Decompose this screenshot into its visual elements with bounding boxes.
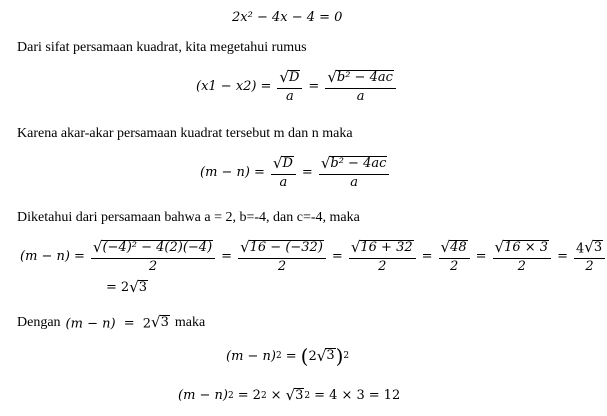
formula-2-den-2: a (350, 174, 358, 190)
calc-term-2-num: 16 − (−32) (249, 240, 323, 255)
text-line-4-suffix: maka (174, 315, 206, 331)
formula-2-frac-1: √ D a (271, 156, 296, 190)
calc-term-6-den: 2 (585, 258, 594, 274)
calc-term-4-den: 2 (449, 258, 459, 274)
final-base: 2 (252, 388, 261, 404)
square-root: 3 (326, 348, 335, 364)
formula-1-lhs: (x1 − x2) (196, 79, 257, 95)
calc-term-1-num: (−4)² − 4(2)(−4) (102, 240, 213, 255)
text-line-4-prefix: Dengan (17, 315, 61, 331)
formula-2-den-1: a (279, 174, 288, 190)
final-root: 3 (295, 388, 304, 403)
final-eq3: = (368, 388, 380, 404)
final-equation: (m − n) 2 = 2 2 × √ 3 2 = 4 × 3 = 12 (178, 386, 401, 405)
formula-1-den-2: a (356, 88, 365, 104)
calc-term-2-den: 2 (277, 258, 287, 274)
calc-term-5-num: 16 × 3 (504, 240, 549, 255)
text-line-1: Dari sifat persamaan kuadrat, kita megetahui rumus (17, 40, 307, 55)
inline-expr-lhs: (m − n) (65, 316, 116, 332)
inline-expr: (m − n) = 2 √ 3 (65, 313, 169, 332)
square-lhs: (m − n) (226, 348, 277, 364)
text-line-2: Karena akar-akar persamaan kuadrat tersebut m dan n maka (17, 126, 353, 141)
calc-term-6-root: 3 (593, 240, 603, 255)
formula-2-num-2: b² − 4ac (330, 156, 387, 171)
calc-term-2: √ 16 − (−32) 2 (238, 240, 326, 274)
calc-lhs: (m − n) (20, 249, 71, 265)
formula-1-eq: = (260, 79, 272, 95)
calc-chain: (m − n) = √ (−4)² − 4(2)(−4) 2 = √ 16 − (−32) 2 = √ 16 + 32 2 = √ 48 2 = √ 16 × 3 2 = 4 √ 3 2 (20, 240, 607, 274)
square-coef: 2 (308, 348, 317, 364)
final-root-exp: 2 (304, 390, 311, 401)
main-equation (232, 10, 342, 25)
formula-2-num-1: D (282, 156, 293, 171)
square-equation: (m − n) 2 = ( 2 √ 3 ) 2 (226, 344, 350, 368)
main-equation-text: 2x² − 4x − 4 = 0 (232, 10, 343, 25)
final-exp: 2 (228, 390, 234, 401)
final-base-exp: 2 (260, 390, 267, 401)
formula-1-frac-1: √ D a (277, 70, 302, 104)
inline-expr-root: 3 (160, 315, 169, 330)
calc-term-6: 4 √ 3 2 (574, 240, 605, 274)
formula-1-den-1: a (286, 88, 294, 104)
final-prod: 4 × 3 (329, 388, 365, 404)
inline-expr-eq: = (123, 316, 135, 332)
inline-expr-coef: 2 (142, 316, 152, 332)
formula-2-eq: = (254, 165, 265, 181)
final-eq: = (237, 388, 249, 404)
text-line-3: Diketahui dari persamaan bahwa a = 2, b=-4, dan c=-4, maka (17, 210, 360, 225)
calc-term-4-num: 48 (450, 240, 467, 255)
calc-term-3-num: 16 + 32 (360, 240, 413, 255)
final-eq2: = (314, 388, 326, 404)
calc-eq-0: = (74, 249, 85, 265)
square-eq: = (285, 348, 297, 364)
square-outer-exp: 2 (343, 351, 350, 361)
calc-term-3: √ 16 + 32 2 (349, 240, 416, 274)
calc-term-4: √ 48 2 (439, 240, 470, 274)
calc-result-coef: 2 (120, 280, 130, 296)
calc-result: = 2 √ 3 (106, 278, 148, 297)
final-lhs: (m − n) (178, 388, 229, 404)
calc-term-1-den: 2 (148, 258, 158, 274)
calc-term-6-coef: 4 (576, 241, 585, 257)
final-answer: 12 (383, 388, 401, 404)
calc-term-5: √ 16 × 3 2 (493, 240, 552, 274)
formula-2: (m − n) = √ D a = √ b² − 4ac a (200, 156, 391, 190)
calc-term-3-den: 2 (378, 258, 387, 274)
calc-term-5-den: 2 (517, 258, 526, 274)
text-line-4 (17, 315, 205, 331)
formula-2-lhs: (m − n) (200, 165, 251, 181)
formula-1-num-1: D (288, 70, 300, 85)
formula-2-frac-2: √ b² − 4ac a (319, 156, 390, 190)
calc-result-root: 3 (138, 280, 148, 295)
square-exp: 2 (276, 351, 282, 361)
formula-1-frac-2: √ b² − 4ac a (325, 70, 396, 104)
final-times: × (270, 388, 282, 404)
formula-1: (x1 − x2) = √ D a = √ b² − 4ac a (196, 70, 398, 104)
formula-1-num-2: b² − 4ac (336, 70, 393, 85)
calc-term-1: √ (−4)² − 4(2)(−4) 2 (91, 240, 215, 274)
